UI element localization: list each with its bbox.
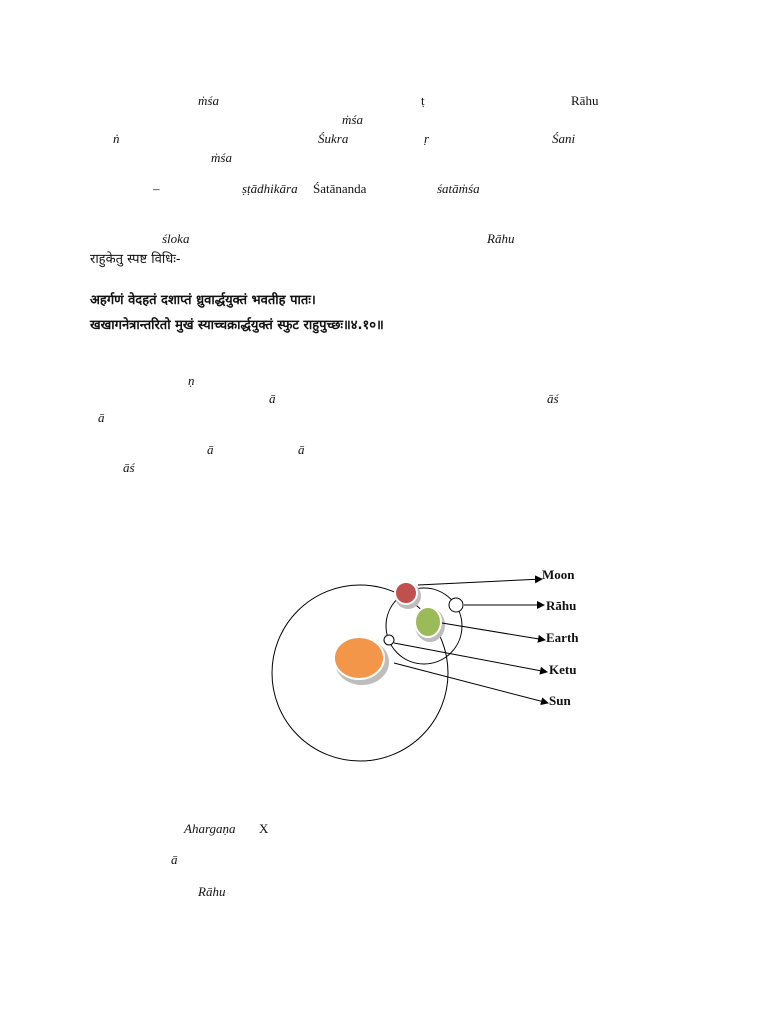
text-fragment: śatāṁśa: [437, 181, 480, 196]
text-fragment: ā: [207, 442, 214, 457]
text-fragment: –: [153, 181, 160, 196]
text-fragment: Rāhu: [198, 884, 226, 899]
text-fragment: Rāhu: [571, 93, 599, 108]
text-fragment: ā: [298, 442, 305, 457]
verse-line-2: खखागनेत्रान्तरितो मुखं स्याच्चक्रार्द्धयुक्तं स्फुट राहुपुच्छः॥४.१०॥: [90, 318, 384, 333]
text-fragment: ā: [98, 410, 105, 425]
text-fragment: śloka: [162, 231, 190, 246]
earth-arrow: [442, 623, 545, 640]
text-fragment: Śukra: [318, 131, 349, 146]
earth-body: [415, 607, 441, 637]
text-fragment: X: [259, 821, 269, 836]
text-fragment: ṅ: [113, 131, 120, 146]
ketu-node: [384, 635, 394, 645]
section-heading: राहुकेतु स्पष्ट विधिः-: [90, 252, 181, 267]
text-fragment: āś: [123, 460, 135, 475]
moon-body: [395, 582, 417, 604]
text-fragment: ṁśa: [211, 150, 232, 165]
text-fragment: ṭ: [421, 93, 425, 108]
text-fragment: Śatānanda: [313, 181, 367, 196]
moon-arrow: [418, 579, 542, 585]
text-fragment: ṣṭādhikāra: [242, 181, 298, 196]
text-fragment: ā: [171, 852, 178, 867]
text-fragment: ṇ: [188, 373, 195, 388]
label-ketu: Ketu: [549, 662, 577, 677]
text-fragment: ā: [269, 391, 276, 406]
text-fragment: Śani: [552, 131, 576, 146]
sun-body: [334, 637, 384, 679]
text-fragment: Ahargaṇa: [184, 821, 236, 836]
label-earth: Earth: [546, 630, 579, 645]
verse-line-1: अहर्गणं वेदहतं दशाप्तं ध्रुवार्द्धयुक्तं भवतीह पातः।: [90, 293, 316, 308]
text-fragment: ṁśa: [198, 93, 219, 108]
label-sun: Sun: [549, 693, 571, 708]
text-fragment: āś: [547, 391, 559, 406]
label-moon: Moon: [542, 567, 575, 582]
text-fragment: ṛ: [424, 131, 430, 146]
label-rahu: Rāhu: [546, 598, 577, 613]
ketu-arrow: [394, 643, 547, 672]
text-fragment: ṁśa: [342, 112, 363, 127]
sun-arrow: [394, 663, 548, 703]
text-fragment: Rāhu: [487, 231, 515, 246]
rahu-node: [449, 598, 463, 612]
